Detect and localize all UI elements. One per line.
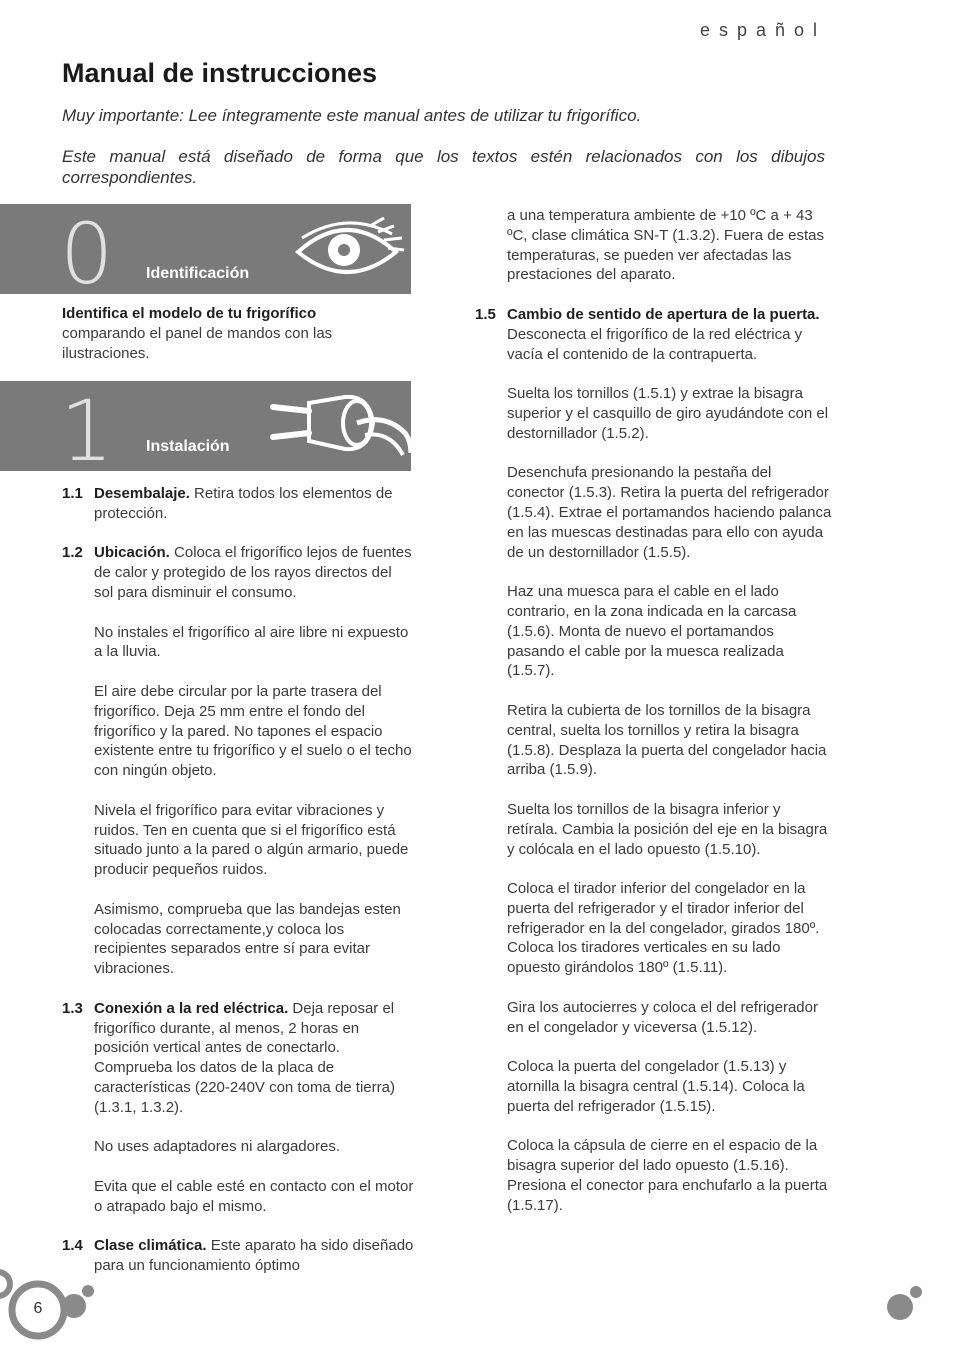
item-1-2 <box>62 543 414 979</box>
item-1-4 <box>62 1236 414 1276</box>
paragraph: El aire debe circular por la parte trasera del frigorífico. Deja 25 mm entre el fondo del frigorífico y la pared. No tapones el espacio existente entre tu frigorífico y el suelo o el techo con ningún objeto. <box>94 682 412 780</box>
item-text: Desconecta el frigorífico de la red eléctrica y vacía el contenido de la contrapuerta. <box>507 325 803 363</box>
paragraph: Retira la cubierta de los tornillos de la bisagra central, suelta los tornillos y retira la bisagra (1.5.8). Desplaza la puerta del congelador hacia arriba (1.5.9). <box>507 701 827 779</box>
paragraph: Suelta los tornillos de la bisagra inferior y retírala. Cambia la posición del eje en la bisagra y colócala en el lado opuesto (1.5.10). <box>507 800 828 858</box>
item-1-1 <box>62 484 414 524</box>
section-0-number: 0 <box>60 205 114 294</box>
paragraph: Desenchufa presionando la pestaña del conector (1.5.3). Retira la puerta del refrigerador (1.5.4). Extrae el portamandos haciendo palanca en las muescas destinadas para ello con ayuda de un destornillador (1.5.5). <box>507 464 832 561</box>
section-0-label: Identificación <box>146 265 250 282</box>
page-number: 6 <box>33 1300 43 1317</box>
eye-icon <box>292 212 411 292</box>
paragraph: Suelta los tornillos (1.5.1) y extrae la bisagra superior y el casquillo de giro ayudándote con el destornillador (1.5.2). <box>507 385 829 442</box>
section-1-banner <box>0 381 411 471</box>
paragraph: Coloca la cápsula de cierre en el espacio de la bisagra superior del lado opuesto (1.5.16). Presiona el conector para enchufarlo a la puerta (1.5.17). <box>507 1137 828 1214</box>
item-title: Conexión a la red eléctrica. <box>94 999 289 1017</box>
item-title: Desembalaje. <box>94 485 190 502</box>
paragraph: No uses adaptadores ni alargadores. <box>94 1138 340 1156</box>
section-1-number: 1 <box>60 382 114 471</box>
identify-heading: Identifica el modelo de tu frigorífico <box>62 305 317 322</box>
paragraph: No instales el frigorífico al aire libre ni expuesto a la lluvia. <box>94 623 409 661</box>
item-text: Deja reposar el frigorífico durante, al menos, 2 horas en posición vertical antes de conectarlo. Comprueba los datos de la placa de características (220-240V con toma de tierra) (1.3.1, 1.3.2). <box>94 999 395 1116</box>
section-0-text <box>62 304 412 363</box>
page-title: Manual de instrucciones <box>62 58 378 88</box>
footer-circles-left <box>0 1264 110 1354</box>
intro-important: Muy importante: Lee íntegramente este manual antes de utilizar tu frigorífico. <box>62 106 642 125</box>
intro-description: Este manual está diseñado de forma que los textos estén relacionados con los dibujos correspondientes. <box>62 147 825 187</box>
language-label: español <box>699 20 826 40</box>
item-1-4-continued <box>475 206 833 285</box>
section-0-banner <box>0 204 411 294</box>
item-title: Cambio de sentido de apertura de la puerta. <box>507 305 820 323</box>
right-column <box>475 206 833 1216</box>
section-1-label: Instalación <box>146 438 230 455</box>
paragraph: Gira los autocierres y coloca el del refrigerador en el congelador y viceversa (1.5.12). <box>507 998 818 1036</box>
plug-icon <box>265 383 411 471</box>
identify-text: comparando el panel de mandos con las ilustraciones. <box>62 324 333 362</box>
item-text: Este aparato ha sido diseñado para un funcionamiento óptimo <box>94 1237 414 1275</box>
item-text: a una temperatura ambiente de +10 ºC a + 43 ºC, clase climática SN-T (1.3.2). Fuera de estas temperaturas, se pueden ver afectadas las prestaciones del aparato. <box>507 207 824 284</box>
item-number: 1.5 <box>475 305 496 323</box>
paragraph: Coloca el tirador inferior del congelador en la puerta del refrigerador y el tirador inferior del refrigerador en la del congelador, girados 180º. Coloca los tiradores verticales en su lado opuesto girándolos 180º (1.5.11). <box>507 880 820 977</box>
paragraph: Asimismo, comprueba que las bandejas esten colocadas correctamente,y coloca los recipientes separados entre sí para evitar vibraciones. <box>94 900 401 978</box>
item-number: 1.2 <box>62 544 83 562</box>
item-number: 1.4 <box>62 1237 83 1255</box>
item-number: 1.3 <box>62 999 83 1017</box>
item-number: 1.1 <box>62 485 83 502</box>
left-column <box>62 484 414 1276</box>
paragraph: Coloca la puerta del congelador (1.5.13) y atornilla la bisagra central (1.5.14). Coloca la puerta del refrigerador (1.5.15). <box>507 1058 805 1115</box>
item-text: Retira todos los elementos de protección. <box>94 485 393 522</box>
item-text: Coloca el frigorífico lejos de fuentes de calor y protegido de los rayos directos del sol para disminuir el consumo. <box>94 544 412 601</box>
item-1-5 <box>475 305 833 1216</box>
item-1-3 <box>62 999 414 1217</box>
footer-circles-right <box>884 1284 934 1324</box>
item-title: Ubicación. <box>94 544 170 562</box>
paragraph: Evita que el cable esté en contacto con el motor o atrapado bajo el mismo. <box>94 1177 414 1215</box>
paragraph: Haz una muesca para el cable en el lado contrario, en la zona indicada en la carcasa (1.5.6). Monta de nuevo el portamandos pasando el cable por la muesca realizada (1.5.7). <box>507 583 797 680</box>
paragraph: Nivela el frigorífico para evitar vibraciones y ruidos. Ten en cuenta que si el frigorífico está situado junto a la pared o algún armario, puede producir pequeños ruidos. <box>94 801 409 879</box>
item-title: Clase climática. <box>94 1237 207 1255</box>
